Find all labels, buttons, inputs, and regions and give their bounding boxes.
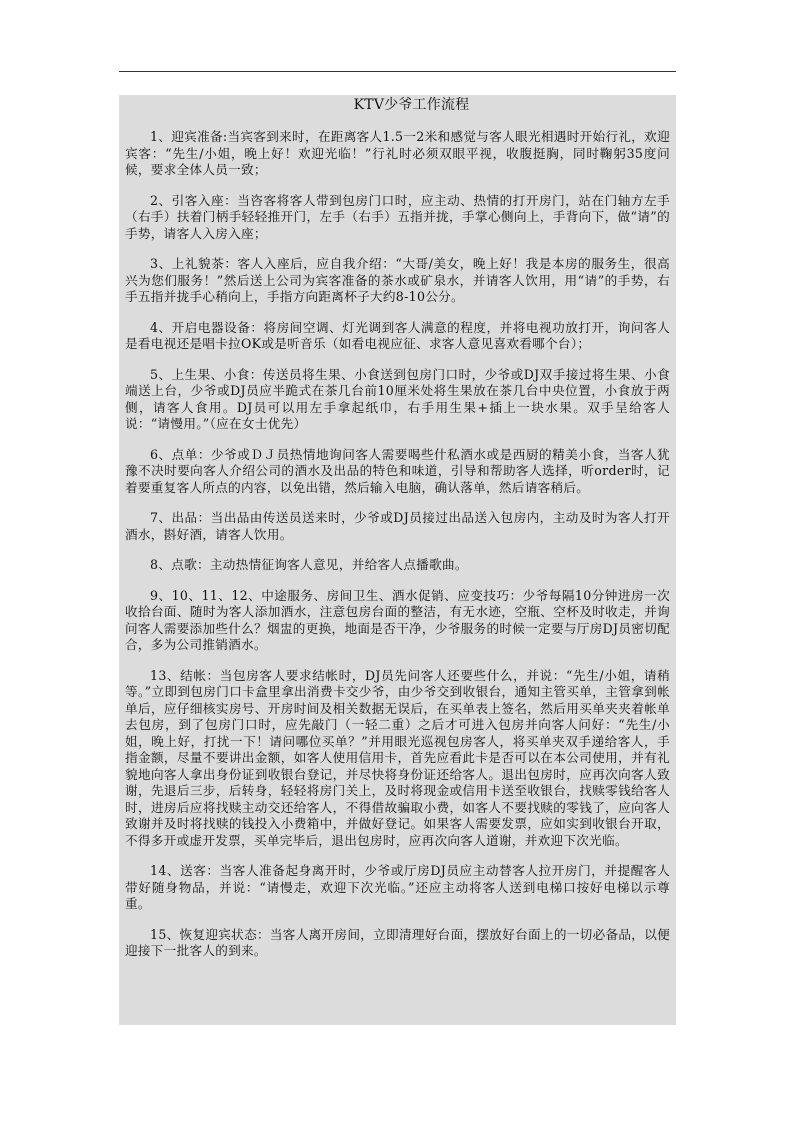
step-fruit-snacks: 5、上生果、小食：传送员将生果、小食送到包房门口时，少爷或DJ双手接过将生果、小食端送上台，少爷或DJ员应半跪式在茶几台前10厘米处将生果放在茶几台中央位置，小食放于两侧，请客人食用。DJ员可以用左手拿起纸巾，右手用生果+插上一块水果。双手呈给客人说：“请慢用。”（应在女士优先）: [125, 366, 670, 431]
step-serving: 7、出品：当出品由传送员送来时，少爷或DJ员接过出品送入包房内，主动及时为客人打开酒水，斟好酒，请客人饮用。: [125, 510, 670, 542]
header-rule: [119, 71, 676, 72]
step-song-request: 8、点歌：主动热情征询客人意见，并给客人点播歌曲。: [150, 557, 468, 572]
document-title: KTV少爷工作流程: [353, 97, 470, 113]
step-reset: 15、恢复迎宾状态：当客人离开房间，立即清理好台面，摆放好台面上的一切必备品，以便迎接下一批客人的到来。: [125, 926, 670, 958]
step-seating: 2、引客入座：当咨客将客人带到包房门口时，应主动、热情的打开房门，站在门轴方左手（右手）扶着门柄手轻轻推开门，左手（右手）五指并拢，手掌心侧向上，手背向下，做“请”的手势，请客人入房入座；: [125, 192, 670, 241]
step-checkout: 13、结帐：当包房客人要求结帐时，DJ员先问客人还要些什么，并说：“先生/小姐，请稍等。”立即到包房门口卡盒里拿出消费卡交少爷，由少爷交到收银台，通知主管买单，主管拿到帐单后，应仔细核实房号、开房时间及相关数据无误后，在买单表上签名，然后用买单夹夹着帐单去包房，到了包房门口时，应先敲门（一轻二重）之后才可进入包房并向客人问好：“先生/小姐，晚上好，打扰一下！请问哪位买单？”并用眼光巡视包房客人，将买单夹双手递给客人，手指金额，尽量不要讲出金额，如客人使用信用卡，首先应看此卡是否可以在本公司使用，并有礼貌地向客人拿出身份证到收银台登记，并尽快将身份证还给客人。退出包房时，应再次向客人致谢，先退后三步，后转身，轻轻将房门关上，及时将现金或信用卡送至收银台，找赎零钱给客人时，进房后应将找赎主动交还给客人，不得借故骗取小费，如客人不要找赎的零钱了，应向客人致谢并及时将找赎的钱投入小费箱中，并做好登记。如果客人需要发票，应如实到收银台开取，不得多开或虚开发票，买单完毕后，退出包房时，应再次向客人道谢，并欢迎下次光临。: [125, 667, 670, 848]
step-welcome: 1、迎宾准备:当宾客到来时，在距离客人1.5一2米和感觉与客人眼光相遇时开始行礼，欢迎宾客：“先生/小姐，晚上好！欢迎光临！”行礼时必须双眼平视，收腹挺胸，同时鞠躬35度问候，要求全体人员一致；: [125, 129, 670, 177]
step-farewell: 14、送客：当客人准备起身离开时，少爷或厅房DJ员应主动替客人拉开房门，并提醒客人带好随身物品，并说：“请慢走，欢迎下次光临。”还应主动将客人送到电梯口按好电梯以示尊重。: [125, 863, 670, 911]
step-tea: 3、上礼貌茶：客人入座后，应自我介绍：“大哥/美女，晚上好！我是本房的服务生，很高兴为您们服务！”然后送上公司为宾客准备的茶水或矿泉水，并请客人饮用，用“请”的手势，右手五指并拢手心稍向上，手指方向距离杯子大约8-10公分。: [125, 256, 670, 304]
step-equipment: 4、开启电器设备：将房间空调、灯光调到客人满意的程度，并将电视功放打开，询问客人是看电视还是唱卡拉OK或是听音乐（如看电视应征、求客人意见喜欢看哪个台）；: [125, 319, 670, 351]
step-midway-service: 9、10、11、12、中途服务、房间卫生、酒水促销、应变技巧：少爷每隔10分钟进房一次收拾台面、随时为客人添加酒水，注意包房台面的整洁，有无水迹，空瓶、空杯及时收走，并询问客人需要添加些什么？烟盅的更换，地面是否干净，少爷服务的时候一定要与厅房DJ员密切配合，多为公司推销酒水。: [125, 587, 670, 652]
step-ordering: 6、点单：少爷或ＤＪ员热情地询问客人需要喝些什私酒水或是西厨的精美小食，当客人犹豫不决时要向客人介绍公司的酒水及出品的特色和味道，引导和帮助客人选择，听order时，记着要重复客人所点的内容，以免出错，然后输入电脑，确认落单，然后请客稍后。: [125, 446, 670, 495]
document-body: [119, 95, 676, 1025]
